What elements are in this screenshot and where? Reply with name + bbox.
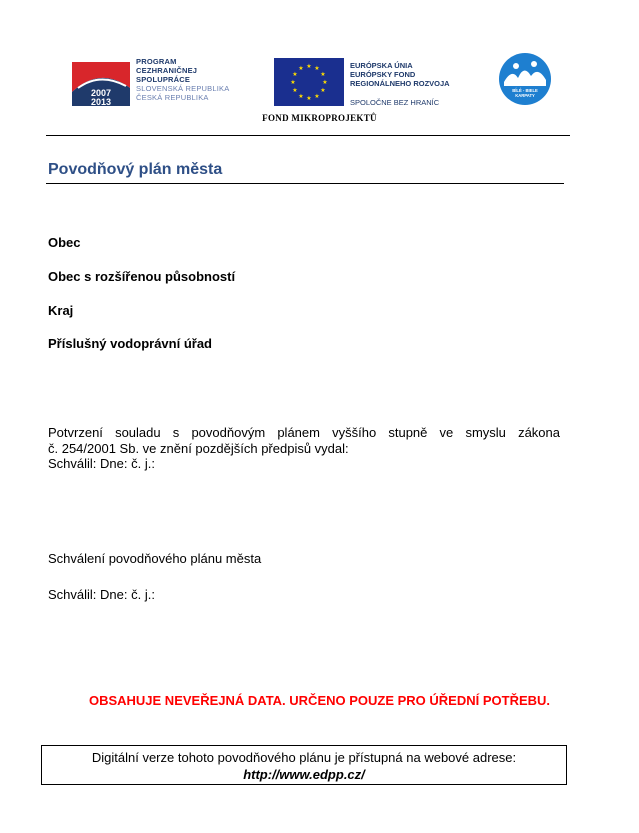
approval-heading: Schválení povodňového plánu města xyxy=(48,551,262,566)
svg-text:KARPATY: KARPATY xyxy=(515,93,535,98)
confirmation-line-2: č. 254/2001 Sb. ve znění pozdějších předpisů vydal: xyxy=(48,440,349,456)
program-line-1: PROGRAM xyxy=(136,57,177,66)
svg-text:BÍLÉ - BIELE: BÍLÉ - BIELE xyxy=(512,88,538,93)
eu-line-2: EURÓPSKY FOND xyxy=(350,70,416,79)
digital-version-box xyxy=(41,745,567,785)
program-sub-2: ČESKÁ REPUBLIKA xyxy=(136,93,209,102)
approval-line: Schválil: Dne: č. j.: xyxy=(48,587,155,602)
program-line-2: CEZHRANIČNEJ xyxy=(136,66,198,75)
field-obec-rozsirena: Obec s rozšířenou působností xyxy=(48,269,236,284)
title-divider xyxy=(46,183,564,184)
field-kraj: Kraj xyxy=(48,303,74,318)
svg-text:★: ★ xyxy=(322,79,328,86)
website-link[interactable]: http://www.edpp.cz/ xyxy=(243,767,365,782)
svg-text:★: ★ xyxy=(292,87,298,94)
confirmation-paragraph xyxy=(48,425,560,472)
confirmation-line-1: Potvrzení souladu s povodňovým plánem vyššího stupně ve smyslu zákona xyxy=(48,425,560,440)
program-year-end: 2013 xyxy=(90,97,112,107)
page-title: Povodňový plán města xyxy=(48,161,223,178)
svg-text:★: ★ xyxy=(314,65,320,72)
program-sub-1: SLOVENSKÁ REPUBLIKA xyxy=(136,84,230,93)
svg-text:★: ★ xyxy=(320,71,326,78)
field-obec: Obec xyxy=(48,235,81,250)
digital-version-text: Digitální verze tohoto povodňového plánu je přístupná na webové adrese: xyxy=(91,750,517,765)
svg-text:★: ★ xyxy=(292,71,298,78)
header-divider xyxy=(46,135,570,136)
eu-line-1: EURÓPSKA ÚNIA xyxy=(350,61,413,70)
field-vodopravni-urad: Příslušný vodoprávní úřad xyxy=(48,336,212,351)
karpaty-logo xyxy=(498,52,552,106)
svg-text:★: ★ xyxy=(298,93,304,100)
eu-line-3: REGIONÁLNEHO ROZVOJA xyxy=(350,79,450,88)
program-year-start: 2007 xyxy=(90,88,112,98)
confirmation-line-3: Schválil: Dne: č. j.: xyxy=(48,456,155,471)
eu-slogan: SPOLOČNE BEZ HRANÍC xyxy=(350,98,440,107)
svg-text:★: ★ xyxy=(314,93,320,100)
fond-mikroprojektu: FOND MIKROPROJEKTŮ xyxy=(262,113,377,123)
eu-text xyxy=(350,61,450,88)
confidential-warning: OBSAHUJE NEVEŘEJNÁ DATA. URČENO POUZE PRO ÚŘEDNÍ POTŘEBU. xyxy=(88,693,551,708)
program-line-3: SPOLUPRÁCE xyxy=(136,75,191,84)
svg-text:★: ★ xyxy=(298,65,304,72)
eu-flag-icon xyxy=(274,58,344,106)
svg-text:★: ★ xyxy=(320,87,326,94)
program-logo xyxy=(70,58,132,108)
program-text xyxy=(136,57,229,102)
svg-text:★: ★ xyxy=(306,63,312,70)
svg-text:★: ★ xyxy=(290,79,296,86)
svg-text:★: ★ xyxy=(306,95,312,102)
